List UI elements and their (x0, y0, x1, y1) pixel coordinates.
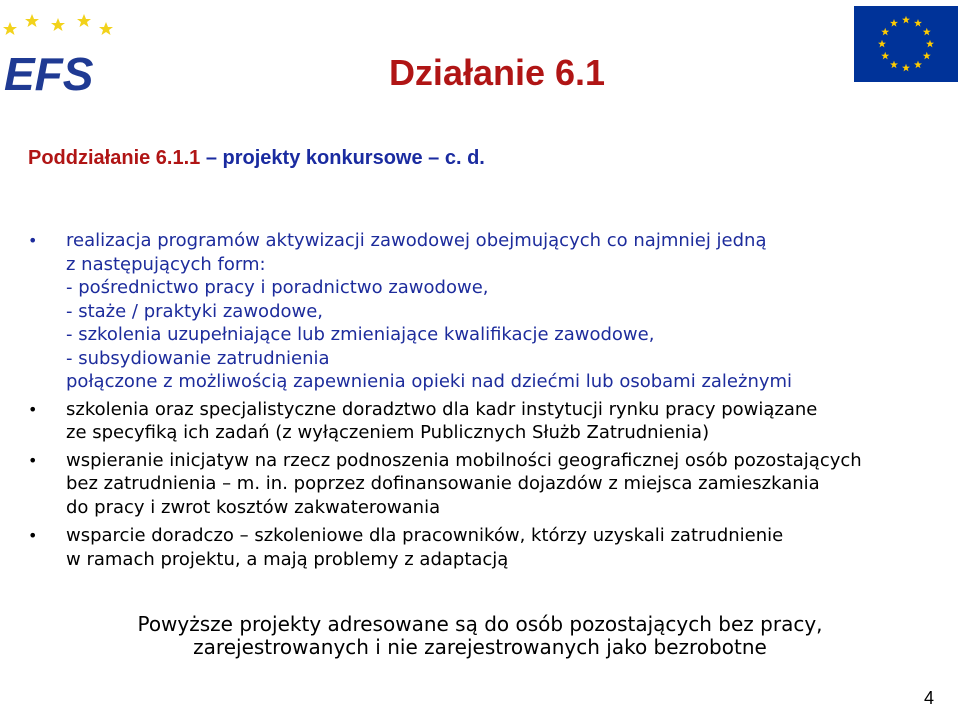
list-item (28, 398, 948, 445)
list-item (28, 449, 948, 520)
item-line: ze specyfiką ich zadań (z wyłączeniem Publicznych Służb Zatrudnienia) (66, 422, 710, 443)
summary-line: zarejestrowanych i nie zarejestrowanych jako bezrobotne (193, 635, 767, 659)
bullet-icon: • (28, 399, 38, 419)
bullet-icon: • (28, 231, 38, 250)
bullet-icon: • (28, 526, 38, 545)
summary-line: Powyższe projekty adresowane są do osób pozostających bez pracy, (137, 612, 823, 636)
bullet-list (28, 229, 948, 571)
item-line: w ramach projektu, a mają problemy z adaptacją (66, 548, 509, 570)
item-line: - szkolenia uzupełniające lub zmieniające kwalifikacje zawodowe, (66, 324, 655, 345)
subtitle-part2: – projekty konkursowe – c. d. (200, 147, 485, 169)
summary-note (0, 613, 960, 659)
subtitle (28, 147, 485, 170)
page-number: 4 (923, 688, 934, 708)
item-line: - pośrednictwo pracy i poradnictwo zawodowe, (66, 277, 489, 298)
item-line: wsparcie doradczo – szkoleniowe dla pracowników, którzy uzyskali zatrudnienie (66, 525, 784, 546)
item-line: szkolenia oraz specjalistyczne doradztwo dla kadr instytucji rynku pracy powiązane (66, 398, 818, 420)
subtitle-part1: Poddziałanie 6.1.1 (28, 147, 201, 169)
item-line: wspieranie inicjatyw na rzecz podnoszenia mobilności geograficznej osób pozostających (66, 449, 862, 471)
item-line: - subsydiowanie zatrudnienia (66, 347, 330, 369)
item-line: realizacja programów aktywizacji zawodowej obejmujących co najmniej jedną (66, 230, 767, 251)
item-line: z następujących form: (66, 253, 266, 275)
page-title: Działanie 6.1 (388, 52, 606, 93)
item-line: połączone z możliwością zapewnienia opieki nad dziećmi lub osobami zależnymi (66, 371, 793, 392)
efs-logo-text: EFS (4, 48, 94, 98)
item-line: do pracy i zwrot kosztów zakwaterowania (66, 496, 441, 518)
list-item (28, 229, 948, 394)
item-line: bez zatrudnienia – m. in. poprzez dofinansowanie dojazdów z miejsca zamieszkania (66, 473, 820, 494)
item-line: - staże / praktyki zawodowe, (66, 300, 324, 322)
bullet-icon: • (28, 450, 38, 470)
list-item (28, 524, 948, 571)
